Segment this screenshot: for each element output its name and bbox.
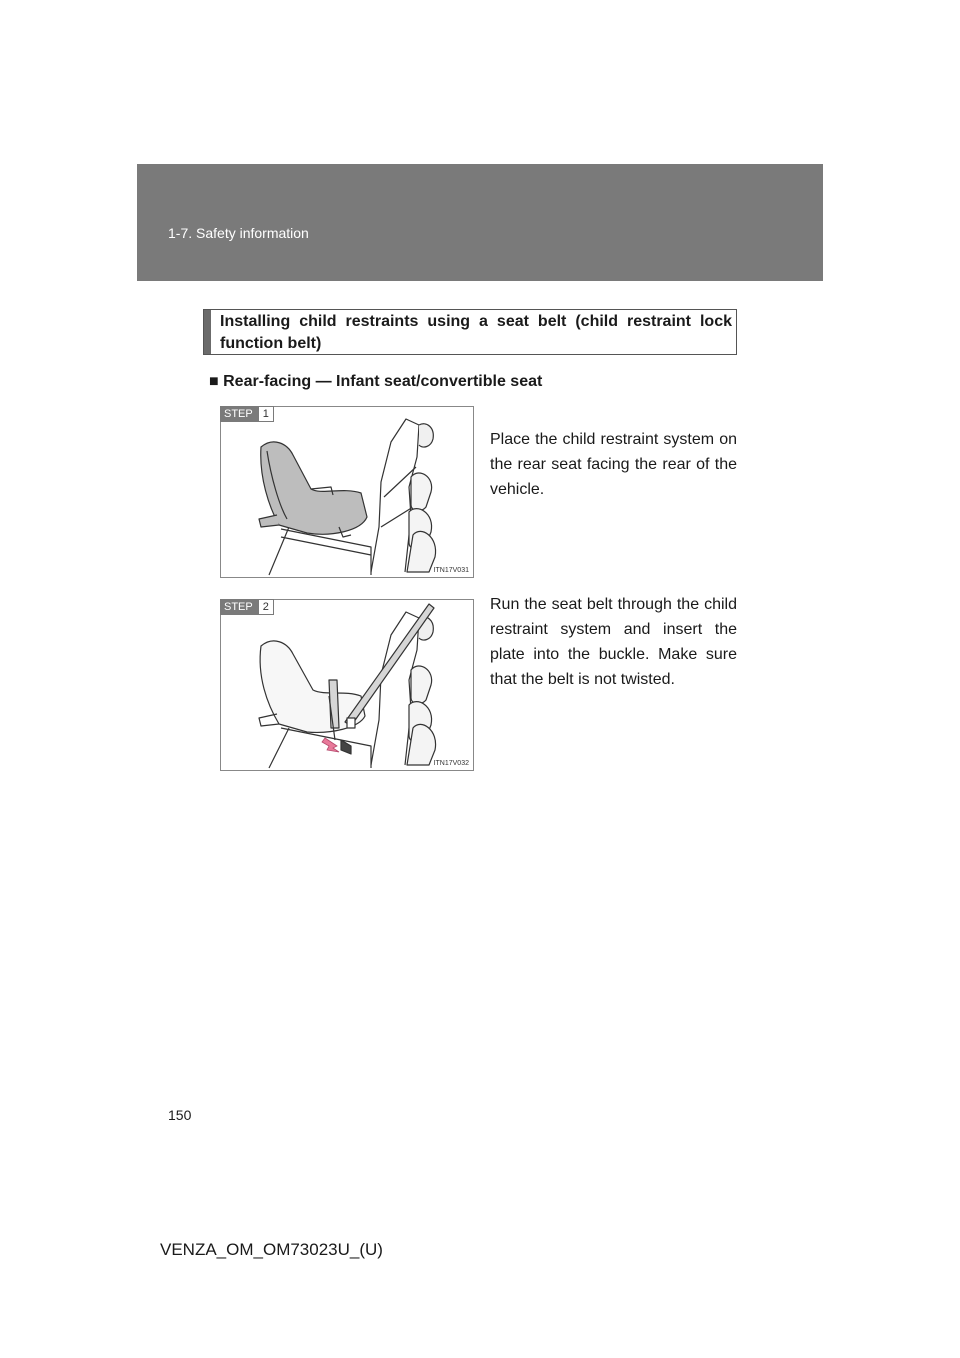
title-box xyxy=(203,309,737,355)
step-1-badge xyxy=(220,406,274,422)
title-accent-bar xyxy=(204,310,211,354)
section-title: 1-7. Safety information xyxy=(168,225,309,241)
step-1-illustration xyxy=(221,407,475,579)
step-word: STEP xyxy=(220,599,258,615)
step-1-figure xyxy=(220,406,474,578)
step-2-badge xyxy=(220,599,274,615)
header-band xyxy=(137,164,823,281)
insert-arrow-icon xyxy=(322,738,339,752)
document-id: VENZA_OM_OM73023U_(U) xyxy=(160,1240,383,1259)
step-number: 1 xyxy=(258,406,274,422)
step-1-text: Place the child restraint system on the rear seat facing the rear of the vehicle. xyxy=(490,431,737,498)
subheading xyxy=(209,373,542,391)
step-number: 2 xyxy=(258,599,274,615)
bullet-square-icon: ■ xyxy=(209,373,219,390)
subheading-text: Rear-facing — Infant seat/convertible seat xyxy=(218,373,543,390)
page-number: 150 xyxy=(168,1107,192,1123)
step-2-illustration xyxy=(221,600,475,772)
figure-code: ITN17V032 xyxy=(433,760,469,767)
step-2-text: Run the seat belt through the child restraint system and insert the plate into the buckle. Make sure that the belt is not twisted. xyxy=(490,596,737,688)
step-2-figure xyxy=(220,599,474,771)
page-title: Installing child restraints using a seat belt (child restraint lock function belt) xyxy=(220,313,732,352)
step-word: STEP xyxy=(220,406,258,422)
figure-code: ITN17V031 xyxy=(433,567,469,574)
